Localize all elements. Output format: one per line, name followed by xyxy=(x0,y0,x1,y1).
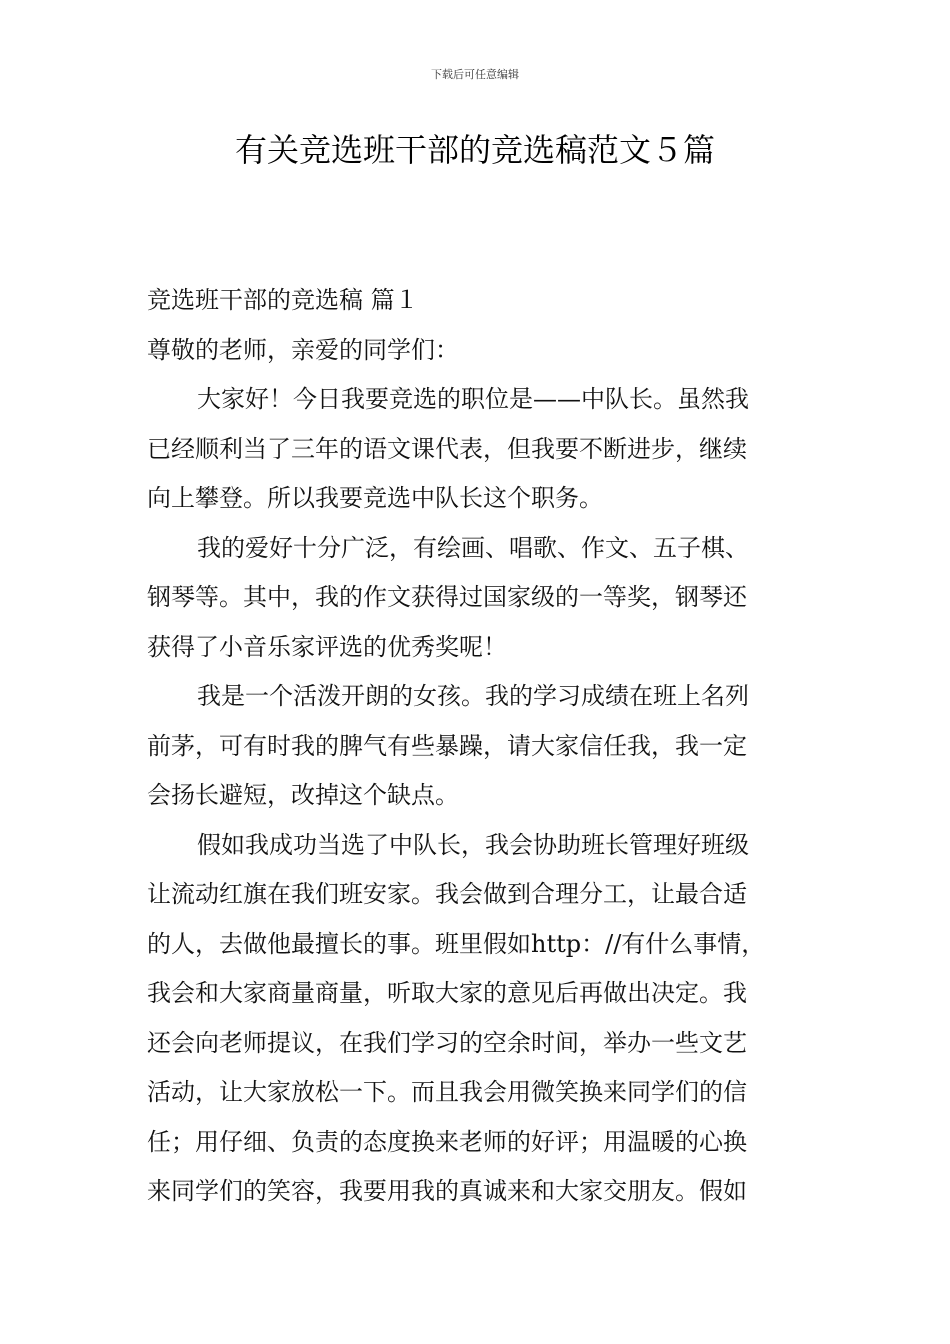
paragraph-line: 获得了小音乐家评选的优秀奖呢！ xyxy=(147,632,507,661)
paragraph-line: 来同学们的笑容，我要用我的真诚来和大家交朋友。假如 xyxy=(147,1177,747,1205)
paragraph-line: 钢琴等。其中，我的作文获得过国家级的一等奖，钢琴还 xyxy=(147,583,747,611)
paragraph-line: 我的爱好十分广泛，有绘画、唱歌、作文、五子棋、 xyxy=(197,533,749,562)
document-title: 有关竞选班干部的竞选稿范文５篇 xyxy=(234,131,715,169)
salutation: 尊敬的老师，亲爱的同学们： xyxy=(147,335,459,364)
paragraph-line: 的人，去做他最擅长的事。班里假如http：//有什么事情， xyxy=(147,929,766,958)
paragraph-line: 活动，让大家放松一下。而且我会用微笑换来同学们的信 xyxy=(147,1078,747,1106)
document-body xyxy=(147,276,807,1217)
paragraph-line: 假如我成功当选了中队长，我会协助班长管理好班级 xyxy=(197,830,749,859)
paragraph-line: 我是一个活泼开朗的女孩。我的学习成绩在班上名列 xyxy=(197,682,749,710)
section-heading: 竞选班干部的竞选稿 篇１ xyxy=(147,286,419,314)
paragraph-line: 会扬长避短，改掉这个缺点。 xyxy=(147,781,459,809)
paragraph-line: 已经顺利当了三年的语文课代表，但我要不断进步，继续 xyxy=(147,434,747,463)
paragraph-line: 让流动红旗在我们班安家。我会做到合理分工，让最合适 xyxy=(147,880,747,908)
header-note: 下载后可任意编辑 xyxy=(431,68,519,81)
paragraph-line: 任；用仔细、负责的态度换来老师的好评；用温暖的心换 xyxy=(147,1127,747,1156)
paragraph-line: 前茅，可有时我的脾气有些暴躁，请大家信任我，我一定 xyxy=(147,731,747,760)
paragraph-line: 大家好！今日我要竞选的职位是——中队长。虽然我 xyxy=(197,385,749,413)
paragraph-line: 我会和大家商量商量，听取大家的意见后再做出决定。我 xyxy=(147,979,747,1007)
paragraph-line: 向上攀登。所以我要竞选中队长这个职务。 xyxy=(147,484,603,512)
paragraph-line: 还会向老师提议，在我们学习的空余时间，举办一些文艺 xyxy=(147,1028,747,1057)
